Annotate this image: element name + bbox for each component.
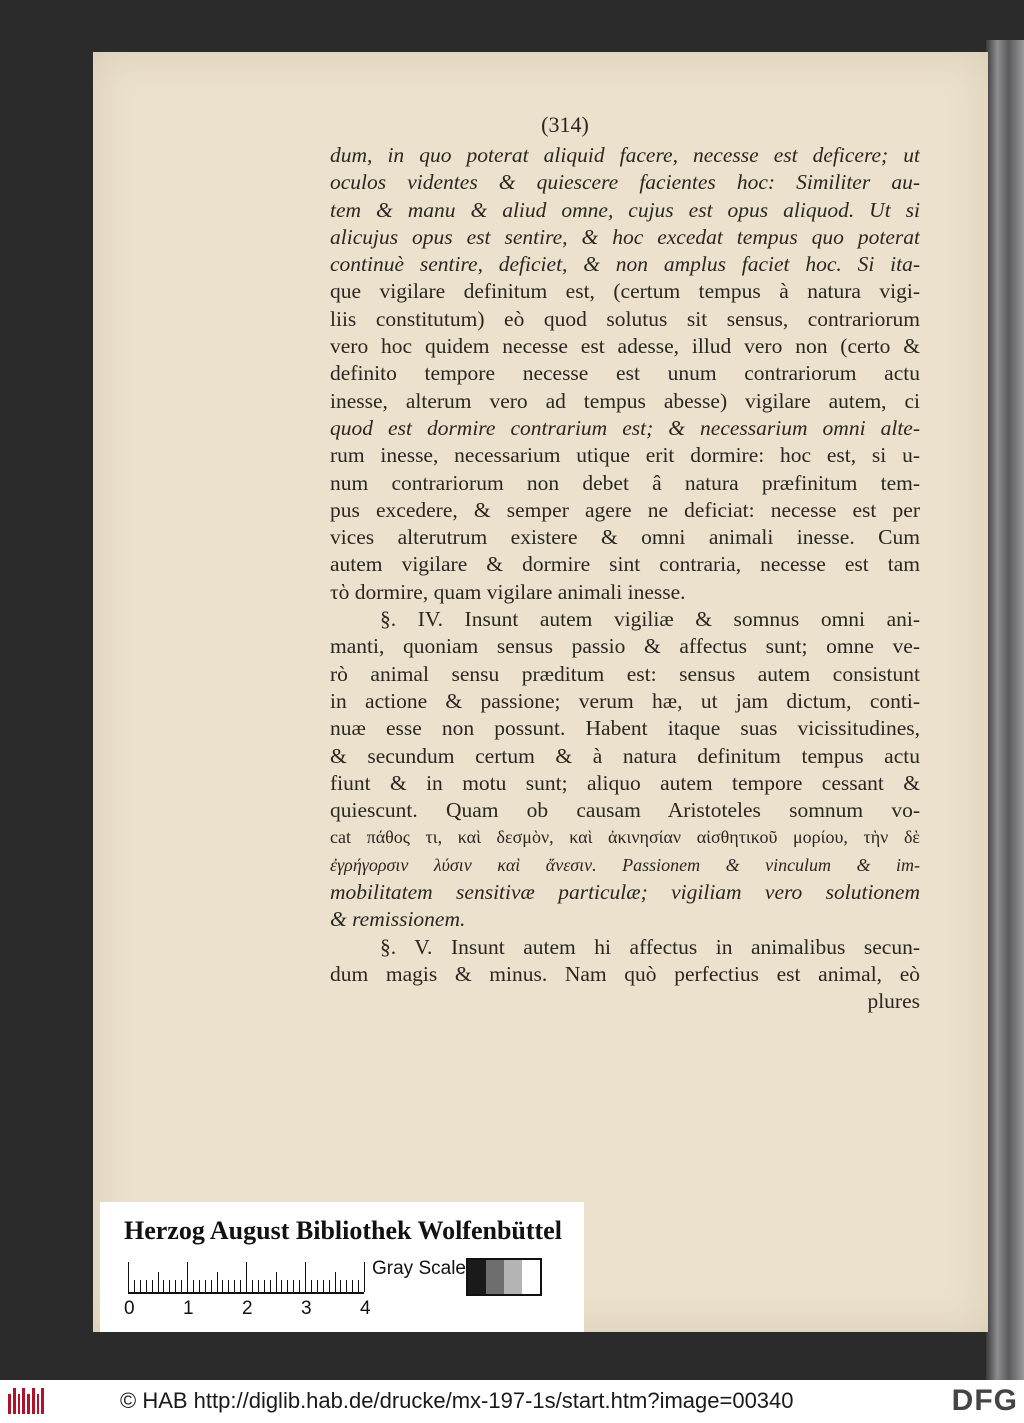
footer-bar [0,1380,1024,1423]
text-line: definito tempore necesse est unum contrariorum actu [330,361,920,386]
text-line: alicujus opus est sentire, & hoc excedat tempus quo poterat [330,224,920,249]
text-line: num contrariorum non debet â natura præfinitum tem- [330,470,920,495]
page-text [330,112,920,1016]
text-line: autem vigilare & dormire sint contraria, necesse est tam [330,552,920,577]
text-line: vero hoc quidem necesse est adesse, illud vero non (certo & [330,334,920,359]
text-lines [330,142,920,1016]
copyright-url[interactable]: © HAB http://diglib.hab.de/drucke/mx-197-1s/start.htm?image=00340 [120,1388,794,1413]
text-line: §. IV. Insunt autem vigiliæ & somnus omni ani- [380,607,920,632]
text-line: inesse, alterum vero ad tempus abesse) vigilare autem, ci [330,388,920,413]
gray-scale-swatches [466,1258,542,1296]
text-line: fiunt & in motu sunt; aliquo autem tempore cessant & [330,770,920,795]
ruler-number: 1 [183,1298,194,1319]
text-line: mobilitatem sensitivæ particulæ; vigiliam vero solutionem [330,880,920,905]
scale-ruler [128,1262,364,1294]
library-title: Herzog August Bibliothek Wolfenbüttel [124,1216,562,1245]
hab-logo-icon [8,1388,44,1414]
text-line: nuæ esse non possunt. Habent itaque suas vicissitudines, [330,716,920,741]
dfg-logo: DFG [951,1384,1018,1417]
text-line: quiescunt. Quam ob causam Aristoteles somnum vo- [330,798,920,823]
page-number: (314) [541,112,589,137]
text-line: dum, in quo poterat aliquid facere, necesse est deficere; ut [330,143,920,167]
text-line: vices alterutrum existere & omni animali inesse. Cum [330,525,920,550]
book-edge [986,40,1024,1380]
text-line: continuè sentire, deficiet, & non amplus faciet hoc. Si ita- [330,252,920,277]
text-line: in actione & passione; verum hæ, ut jam dictum, conti- [330,688,920,713]
text-line: & secundum certum & à natura definitum tempus actu [330,743,920,768]
ruler-number: 2 [242,1298,253,1319]
text-line: manti, quoniam sensus passio & affectus sunt; omne ve- [330,634,920,659]
text-line: §. V. Insunt autem hi affectus in animalibus secun- [380,934,920,959]
ruler-number: 0 [124,1298,135,1319]
library-label [100,1202,584,1332]
text-line: dum magis & minus. Nam quò perfectius est animal, eò [330,961,920,986]
text-line: rum inesse, necessarium utique erit dormire: hoc est, si u- [330,443,920,468]
text-line: liis constitutum) eò quod solutus sit sensus, contrariorum [330,306,920,331]
text-line: oculos videntes & quiescere facientes hoc: Similiter au- [330,170,920,195]
ruler-number: 4 [360,1298,371,1319]
text-line: plures [867,989,920,1014]
text-line: quod est dormire contrarium est; & necessarium omni alte- [330,415,920,440]
gray-scale-label: Gray Scale [372,1258,466,1279]
text-line: tem & manu & aliud omne, cujus est opus aliquod. Ut si [330,197,920,222]
text-line: rò animal sensu præditum est: sensus autem consistunt [330,661,920,686]
text-line: pus excedere, & semper agere ne deficiat: necesse est per [330,497,920,522]
text-line: τὸ dormire, quam vigilare animali inesse. [330,579,686,604]
text-line: que vigilare definitum est, (certum tempus à natura vigi- [330,279,920,304]
ruler-number: 3 [301,1298,312,1319]
text-line: cat πάθος τι, καὶ δεσμὸν, καὶ ἀκινησίαν αἰσθητικοῦ μορίου, τὴν δὲ [330,827,920,848]
text-line: & remissionem. [330,907,466,932]
text-line: ἐγρήγορσιν λύσιν καὶ ἄνεσιν. Passionem & vinculum & im- [330,854,920,875]
